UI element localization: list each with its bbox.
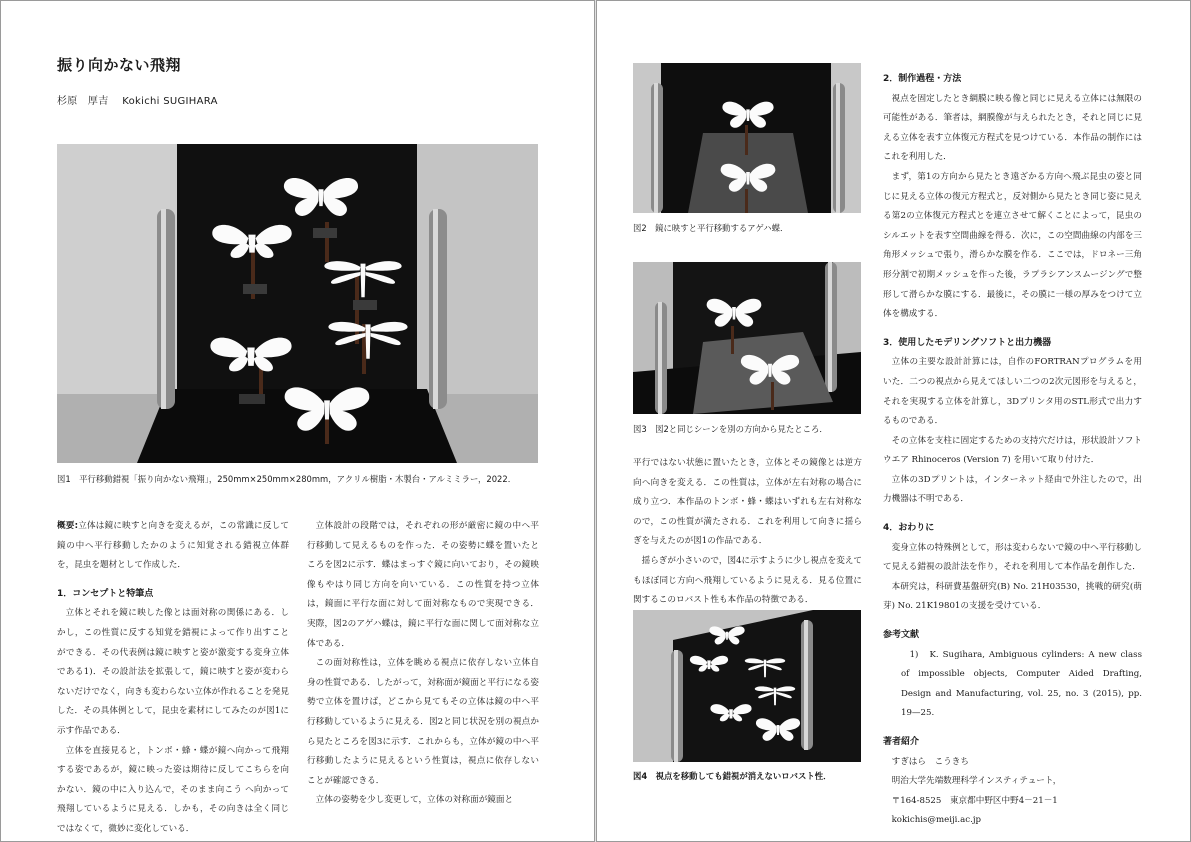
abstract-text: 立体は鏡に映すと向きを変えるが，この常識に反して鏡の中へ平行移動したかのように知覚される錯視立体群を，昆虫を題材として作成した． <box>57 521 289 571</box>
author-line: 杉原 厚吉 Kokichi SUGIHARA <box>57 96 218 107</box>
section-1-paragraph-1: 立体とそれを鏡に映した像とは面対称の関係にある．しかし，この性質に反する知覚を錯視によって作り出すことができる．その代表例は鏡に映すと姿が激変する変身立体である1)．その設計法を拡張して，鏡に映すと姿が変わらないだけでなく，向きも変わらない立体が作れることを発見した．その具体例として，昆虫を素材にしてみたのが図1に示す作品である． <box>57 608 289 736</box>
right-page-right-column <box>883 70 1142 831</box>
section-2-paragraph-1: 視点を固定したとき網膜に映る像と同じに見える立体には無限の可能性がある．筆者は，網膜像が与えられたとき，それと同じに見える立体を表す立体復元方程式を見つけている．本作品の制作にはこれを利用した． <box>883 93 1142 163</box>
section-1-paragraph-4: この面対称性は，立体を眺める視点に依存しない立体自身の性質である．したがって，対称面が鏡面と平行になる姿勢で立体を置けば，どこから見てもその立体は鏡の中へ平行移動しているように見える．図2と同じ状況を別の視点から見たところを図3に示す．これからも，立体が鏡の中へ平行移動したように見えるという性質は，視点に依存しないことが確認できる． <box>307 658 539 786</box>
section-1-paragraph-7: 揺らぎが小さいので，図4に示すように少し視点を変えてもほぼ同じ方向へ飛翔しているように見える．見る位置に関するこのロバスト性も本作品の特徴である． <box>633 555 862 606</box>
section-4-heading: 4．おわりに <box>883 523 935 534</box>
section-2-heading: 2．制作過程・方法 <box>883 74 962 84</box>
section-1-paragraph-2: 立体を直接見ると，トンボ・蜂・蝶が鏡へ向かって飛翔する姿であるが，鏡に映った姿は期待に反してこちらを向かない．鏡の中に入り込んで，そのまま向こう へ向かって飛翔しているように見える．しかも，その向きは全く同じではなくて，微妙に変化している． <box>57 745 289 834</box>
section-4-paragraph-2: 本研究は，科研費基盤研究(B) No. 21H03530，挑戦的研究(萌芽) No. 21K19801の支援を受けている． <box>883 581 1142 612</box>
figure-2-caption: 図2 鏡に映すと平行移動するアゲハ蝶． <box>633 223 789 233</box>
section-1-paragraph-5: 立体の姿勢を少し変更して，立体の対称面が鏡面と <box>315 795 514 806</box>
author-address: 〒164-8525 東京都中野区中野4－21－1 <box>891 795 1058 806</box>
reference-item: 1) K. Sugihara, Ambiguous cylinders: A new class of impossible objects, Computer Aided Drafting, Design and Manufacturing, vol. 25, no. 3 (2015), pp. 19—25. <box>901 649 1142 719</box>
figure-3-caption: 図3 図2と同じシーンを別の方向から見たところ． <box>633 424 828 434</box>
right-page-left-column <box>633 454 862 611</box>
figure-4-caption: 図4 視点を移動しても錯視が消えないロバスト性． <box>633 771 832 781</box>
figure-4-photo <box>633 610 861 762</box>
section-4-paragraph-1: 変身立体の特殊例として，形は変わらないで鏡の中へ平行移動して見える錯視の設計法を作り，それを利用して本作品を創作した． <box>883 542 1142 573</box>
author-email: kokichis@meiji.ac.jp <box>891 815 981 826</box>
section-3-paragraph-1: 立体の主要な設計計算には，自作のFORTRANプログラムを用いた．二つの視点から見えてほしい二つの2次元図形を与えると，それを実現する立体を計算し，3Dプリンタ用のSTL形式で出力するものである． <box>883 357 1142 427</box>
section-1-paragraph-3: 立体設計の段階では，それぞれの形が厳密に鏡の中へ平行移動して見えるものを作った．その姿勢に蝶を置いたところを図2に示す．蝶はまっすぐ鏡に向いており，その鏡映像もやはり同じ方向を向いている．この性質を持つ立体は，鏡面に平行な面に対して面対称なもので実現できる．実際，図2のアゲハ蝶は，鏡に平行な面に関して面対称な立体である． <box>307 521 539 649</box>
middle-column <box>307 517 539 811</box>
author-affiliation: 明治大学先端数理科学インスティテュート， <box>891 776 1062 787</box>
article-title: 振り向かない飛翔 <box>57 56 182 74</box>
abstract <box>57 517 289 576</box>
section-2-paragraph-2: まず，第1の方向から見たとき遠ざかる方向へ飛ぶ昆虫の姿と同じに見える立体の復元方程式と，反対側から見たとき同じ姿に見える第2の立体復元方程式とを連立させて解くことによって，昆虫のシルエットを表す空間曲線を得る．次に，この空間曲線の内部を三角形メッシュで張り，滑らかな膜を作る．ここでは，ドロネー三角形分割で初期メッシュを作った後，ラプラシアンスムージングで整形して滑らかな膜にする．最後に，その膜に一様の厚みをつけて立体を構成する． <box>883 171 1142 320</box>
author-info-heading: 著者紹介 <box>883 737 920 747</box>
section-3-heading: 3．使用したモデリングソフトと出力機器 <box>883 337 1052 348</box>
section-1-paragraph-6: 平行ではない状態に置いたとき，立体とその鏡像とは逆方向へ向きを変える．この性質は，立体が左右対称の場合に成り立つ．本作品のトンボ・蜂・蝶はいずれも左右対称なので，この性質が満たされる．これを利用して向きに揺らぎを与えたのが図1の作品である． <box>633 458 862 547</box>
left-page <box>0 0 595 842</box>
section-3-paragraph-3: 立体の3Dプリントは，インターネット経由で外注したので，出力機器は不明である． <box>883 474 1142 505</box>
figure-1-photo <box>57 144 538 463</box>
author-name-kana: すぎはら こうきち <box>891 756 969 767</box>
figure-3-photo <box>633 262 861 414</box>
figure-1-caption: 図1 平行移動錯視「振り向かない飛翔」，250mm×250mm×280mm，アクリル樹脂・木製台・アルミミラー，2022． <box>57 474 517 484</box>
abstract-label: 概要: <box>57 521 79 531</box>
section-1-heading: 1．コンセプトと特筆点 <box>57 588 154 599</box>
section-3-paragraph-2: その立体を支柱に固定するための支持穴だけは，形状設計ソフトウエア Rhinoceros (Version 7) を用いて取り付けた． <box>883 435 1142 466</box>
right-page <box>596 0 1191 842</box>
figure-2-photo <box>633 63 861 213</box>
left-column <box>57 517 289 840</box>
references-heading: 参考文献 <box>883 630 920 641</box>
